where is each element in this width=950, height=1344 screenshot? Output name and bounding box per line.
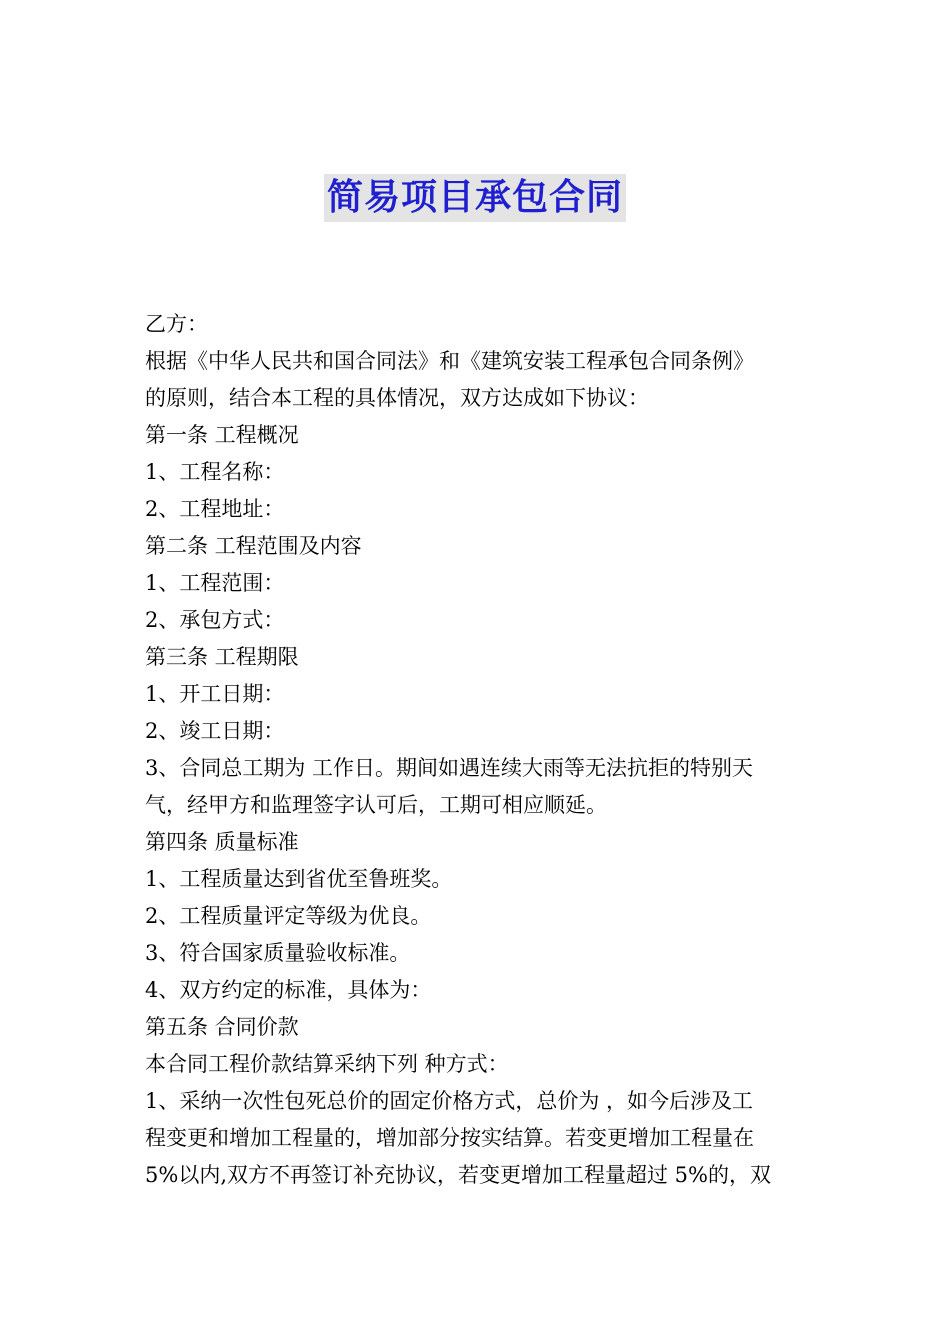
- document-body: [145, 306, 810, 1194]
- document-line: 本合同工程价款结算采纳下列 种方式：: [145, 1052, 509, 1076]
- document-line: 第二条 工程范围及内容: [145, 534, 362, 558]
- document-line: 4、双方约定的标准，具体为：: [145, 978, 432, 1002]
- document-line: 程变更和增加工程量的，增加部分按实结算。若变更增加工程量在: [145, 1126, 754, 1150]
- document-line: 的原则，结合本工程的具体情况，双方达成如下协议：: [145, 386, 649, 410]
- document-line: 根据《中华人民共和国合同法》和《建筑安装工程承包合同条例》: [145, 349, 754, 373]
- document-line: 第四条 质量标准: [145, 830, 299, 854]
- document-line: 乙方：: [145, 312, 208, 336]
- document-line: 1、工程名称：: [145, 460, 285, 484]
- title-container: [0, 174, 950, 222]
- document-line: 2、竣工日期：: [145, 719, 285, 743]
- document-line: 第五条 合同价款: [145, 1015, 299, 1039]
- document-line: 2、工程地址：: [145, 497, 285, 521]
- document-line: 3、符合国家质量验收标准。: [145, 941, 411, 965]
- document-title: 简易项目承包合同: [324, 174, 626, 222]
- document-line: 气，经甲方和监理签字认可后，工期可相应顺延。: [145, 793, 607, 817]
- document-line: 第一条 工程概况: [145, 423, 299, 447]
- document-line: 第三条 工程期限: [145, 645, 299, 669]
- document-line: 5%以内,双方不再签订补充协议，若变更增加工程量超过 5%的，双: [145, 1163, 771, 1187]
- document-line: 1、工程范围：: [145, 571, 285, 595]
- document-line: 1、工程质量达到省优至鲁班奖。: [145, 867, 453, 891]
- document-line: 2、工程质量评定等级为优良。: [145, 904, 432, 928]
- document-line: 3、合同总工期为 工作日。期间如遇连续大雨等无法抗拒的特别天: [145, 756, 754, 780]
- document-line: 1、开工日期：: [145, 682, 285, 706]
- document-line: 1、采纳一次性包死总价的固定价格方式，总价为 ，如今后涉及工: [145, 1089, 754, 1113]
- document-line: 2、承包方式：: [145, 608, 285, 632]
